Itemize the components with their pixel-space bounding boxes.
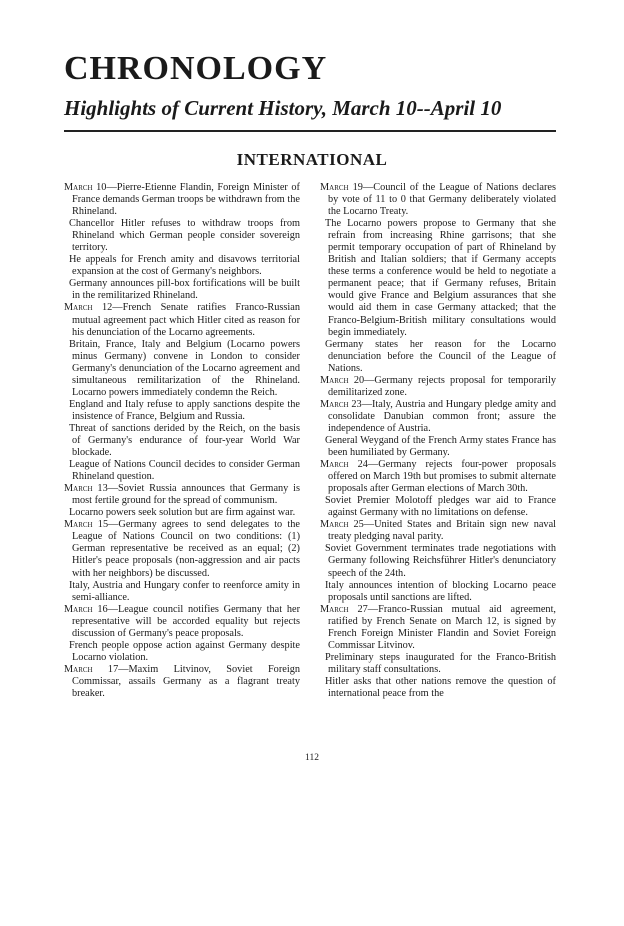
entry-text: —Germany rejects four-power proposals offered on March 19th but promises to submit alternate proposals after German elections of March 30th. (328, 459, 556, 495)
entry-date: March 13 (64, 483, 108, 495)
entry-date: March 10 (64, 182, 107, 193)
chronology-entry (64, 519, 300, 579)
chronology-entry (320, 519, 556, 543)
page-title: CHRONOLOGY (64, 50, 328, 87)
entry-text: —Soviet Russia announces that Germany is most fertile ground for the spread of communism. (72, 483, 300, 507)
entry-date: March 15 (64, 519, 109, 531)
entry-text: Soviet Premier Molotoff pledges war aid to France against Germany with no limitations on defense. (325, 495, 556, 519)
entry-text: —United States and Britain sign new naval treaty pledging naval parity. (328, 519, 556, 543)
entry-text: —Pierre-Etienne Flandin, Foreign Minister of France demands German troops be withdrawn from the Rhineland. (72, 182, 300, 218)
entry-text: General Weygand of the French Army states France has been humiliated by Germany. (325, 434, 556, 459)
chronology-entry (64, 423, 300, 459)
chronology-entry (64, 580, 300, 604)
chronology-entry (64, 302, 300, 338)
entry-date: March 12 (64, 302, 113, 314)
entry-date: March 17 (64, 663, 119, 675)
chronology-entry (320, 339, 556, 375)
entry-text: Hitler asks that other nations remove the question of international peace from the (325, 675, 556, 699)
page-subtitle: Highlights of Current History, March 10--April 10 (64, 96, 502, 120)
left-column (64, 182, 300, 700)
chronology-entry (320, 676, 556, 700)
entry-text: The Locarno powers propose to Germany that she refrain from increasing Rhine garrisons; that she permit temporary occupation of part of Rhineland by British and Italian soldiers; that if Germany accepts these terms a conference would be held to negotiate a permanent peace; that if Germany refuses, Britain would give France and Belgium assurances that she would aid them in case Germany attacked; that the Franco-Belgium-British military consultations would begin immediately. (325, 218, 556, 338)
chronology-entry (320, 495, 556, 519)
chronology-entry (64, 254, 300, 278)
chronology-entry (64, 278, 300, 302)
entry-text: Threat of sanctions derided by the Reich, on the basis of Germany's endurance of four-year World War blockade. (69, 422, 300, 459)
chronology-entry (320, 604, 556, 652)
chronology-entry (320, 435, 556, 459)
entry-text: —Franco-Russian mutual aid agreement, ratified by French Senate on March 12, is signed by French Foreign Minister Flandin and Soviet Foreign Commissar Litvinov. (328, 603, 557, 651)
chronology-entry (320, 652, 556, 676)
entry-date: March 16 (64, 603, 108, 615)
entry-text: —Germany rejects proposal for temporarily demilitarized zone. (328, 374, 556, 398)
entry-text: —Germany agrees to send delegates to the League of Nations Council on two conditions: (1) German representative be received as an equal; (2) Hitler's peace proposals (non-aggression and air pacts with her neighbors) be discussed. (72, 519, 300, 579)
entry-date: March 23 (320, 398, 362, 410)
chronology-entry (320, 399, 556, 435)
chronology-entry (64, 507, 300, 519)
chronology-entry (64, 640, 300, 664)
chronology-entry (320, 182, 556, 218)
entry-date: March 24 (320, 459, 368, 471)
entry-text: League of Nations Council decides to consider German Rhineland question. (69, 459, 300, 483)
entry-text: He appeals for French amity and disavows territorial expansion at the cost of Germany's neighbors. (69, 254, 300, 278)
entry-text: —Italy, Austria and Hungary pledge amity and consolidate Danubian common front; assure the independence of Austria. (328, 398, 556, 434)
chronology-entry (64, 182, 300, 218)
chronology-entry (64, 483, 300, 507)
chronology-entry (320, 543, 556, 579)
entry-text: Locarno powers seek solution but are firm against war. (69, 507, 296, 519)
entry-text: Britain, France, Italy and Belgium (Locarno powers minus Germany) convene in London to consider Germany's denunciation of the Locarno agreement and simultaneous remilitarization of the Rhineland. Locarno powers immediately condemn the Reich. (69, 338, 300, 398)
right-column (320, 182, 556, 700)
entry-date: March 19 (320, 182, 363, 193)
chronology-entry (320, 459, 556, 495)
chronology-entry (64, 218, 300, 254)
chronology-entry (64, 459, 300, 483)
entry-text: Soviet Government terminates trade negotiations with Germany following Reichsführer Hitler's denunciatory speech of the 24th. (325, 543, 556, 579)
title-rule (64, 130, 556, 132)
entry-text: Germany announces pill-box fortifications will be built in the remilitarized Rhineland. (69, 278, 300, 302)
chronology-entry (320, 580, 556, 604)
chronology-entry (64, 604, 300, 640)
entry-date: March 27 (320, 603, 368, 615)
section-heading: INTERNATIONAL (236, 150, 388, 169)
chronology-entry (64, 664, 300, 700)
entry-date: March 20 (320, 374, 365, 386)
entry-text: —Council of the League of Nations declares by vote of 11 to 0 that Germany deliberately violated the Locarno Treaty. (328, 182, 556, 218)
chronology-entry (64, 399, 300, 423)
entry-text: Italy announces intention of blocking Locarno peace proposals until sanctions are lifted. (325, 579, 556, 603)
entry-date: March 25 (320, 519, 364, 531)
chronology-entry (320, 218, 556, 338)
entry-text: —League council notifies Germany that her representative will be accorded equality but rejects discussion of Germany's peace proposals. (72, 603, 300, 639)
page-number: 112 (305, 753, 319, 763)
entry-text: Italy, Austria and Hungary confer to reenforce amity in semi-alliance. (69, 579, 300, 603)
entry-text: —Maxim Litvinov, Soviet Foreign Commissar, assails Germany as a flagrant treaty breaker. (72, 663, 300, 699)
entry-text: French people oppose action against Germany despite Locarno violation. (69, 639, 300, 663)
entry-text: —French Senate ratifies Franco-Russian mutual agreement pact which Hitler cited as reason for his denunciation of the Locarno agreements. (72, 302, 301, 338)
chronology-entry (64, 339, 300, 399)
chronology-entry (320, 375, 556, 399)
entry-text: Chancellor Hitler refuses to withdraw troops from Rhineland which German people consider sovereign territory. (69, 218, 300, 254)
entry-text: England and Italy refuse to apply sanctions despite the insistence of France, Belgium and Russia. (69, 398, 300, 422)
entry-text: Germany states her reason for the Locarno denunciation before the Council of the League of Nations. (325, 338, 556, 374)
entry-text: Preliminary steps inaugurated for the Franco-British military staff consultations. (325, 651, 556, 675)
